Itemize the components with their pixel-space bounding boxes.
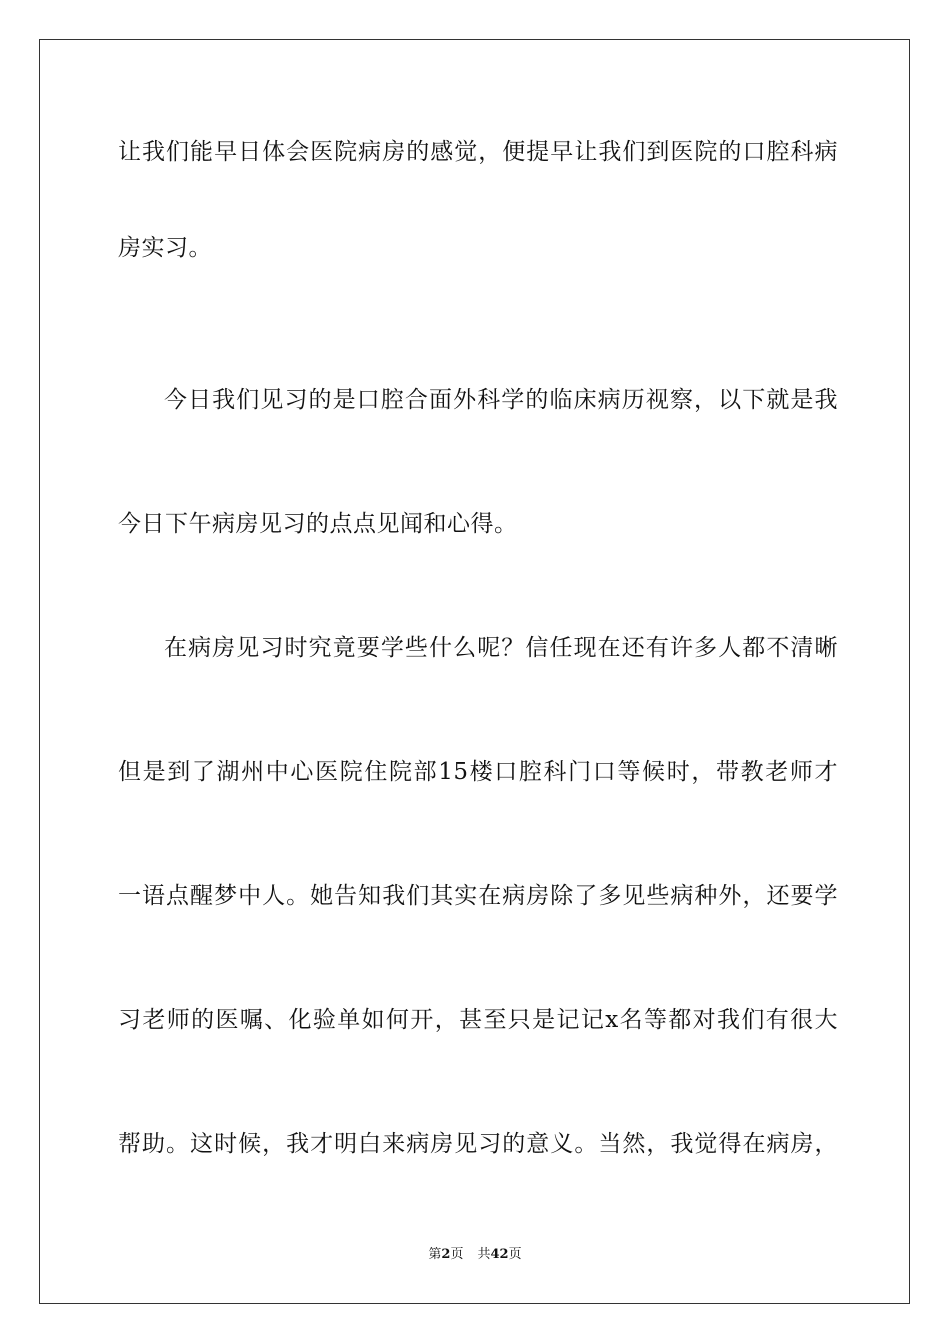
footer-page-suffix: 页 <box>450 1247 464 1262</box>
body-line-9: 帮助。这时候，我才明白来病房见习的意义。当然，我觉得在病房， <box>118 1131 838 1157</box>
body-line-8: 习老师的医嘱、化验单如何开，甚至只是记记x名等都对我们有很大 <box>118 1007 838 1033</box>
body-line-5: 在病房见习时究竟要学些什么呢？信任现在还有许多人都不清晰 <box>164 635 838 661</box>
footer-page-number: 2 <box>441 1247 451 1262</box>
body-line-4: 今日下午病房见习的点点见闻和心得。 <box>118 511 518 537</box>
footer-total-suffix: 页 <box>508 1247 522 1262</box>
page-border <box>39 39 910 1304</box>
footer-total-number: 42 <box>490 1247 509 1262</box>
body-line-7: 一语点醒梦中人。她告知我们其实在病房除了多见些病种外，还要学 <box>118 883 838 909</box>
body-line-6: 但是到了湖州中心医院住院部15楼口腔科门口等候时，带教老师才 <box>118 759 838 785</box>
body-line-1: 让我们能早日体会医院病房的感觉，便提早让我们到医院的口腔科病 <box>118 139 838 165</box>
footer-total-prefix: 共 <box>477 1247 491 1262</box>
body-line-3: 今日我们见习的是口腔合面外科学的临床病历视察，以下就是我 <box>164 387 838 413</box>
body-line-2: 房实习。 <box>118 235 212 261</box>
page-footer <box>0 1246 950 1264</box>
footer-page-prefix: 第 <box>428 1247 442 1262</box>
